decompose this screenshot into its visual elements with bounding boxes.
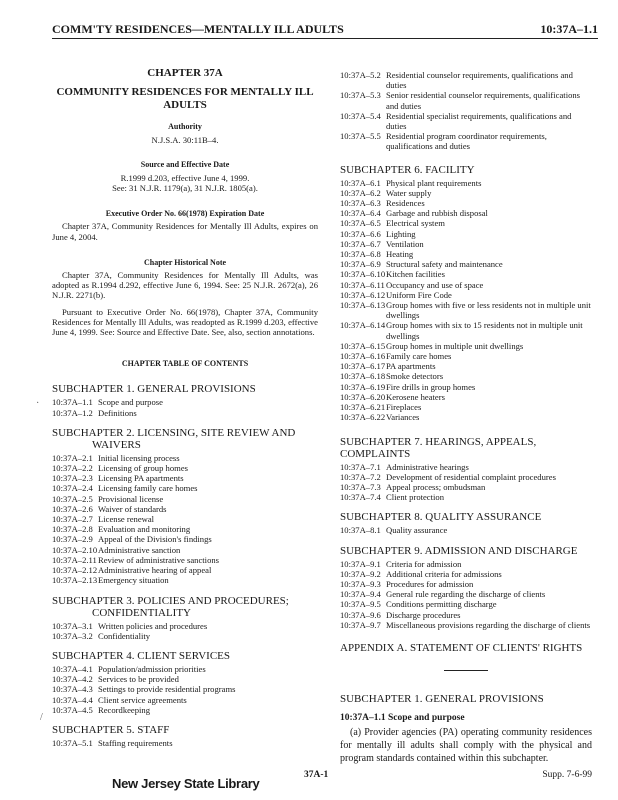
toc-entry (340, 229, 592, 239)
chapter-subtitle: COMMUNITY RESIDENCES FOR MENTALLY ILL ADULTS (56, 86, 314, 112)
toc-entry (52, 453, 318, 463)
toc-entry-title: Administrative sanction (98, 544, 181, 555)
toc-entry (52, 695, 318, 705)
toc-entry-title: Variances (386, 412, 420, 423)
toc-entry-title: Water supply (386, 187, 432, 198)
eo-heading: Executive Order No. 66(1978) Expiration Date (105, 209, 265, 219)
toc-entry (340, 178, 592, 188)
toc-entry-number: 10:37A–6.17 (340, 361, 386, 372)
toc-entry-title: General rule regarding the discharge of clients (386, 589, 546, 600)
chapter-title: CHAPTER 37A (147, 67, 223, 79)
toc-entry-number: 10:37A–7.1 (340, 461, 381, 472)
toc-entry (340, 249, 592, 259)
toc-entry-title: Client service agreements (98, 694, 187, 705)
toc-entry-title: Services to be provided (98, 674, 179, 685)
toc-entry-number: 10:37A–4.2 (52, 674, 93, 685)
toc-entry-title: Structural safety and maintenance (386, 259, 503, 270)
history-para-2: Pursuant to Executive Order No. 66(1978), Chapter 37A, Community Residences for Mentally Ill Adults, was readopted as R.1999 d.203, effective June 4, 1999. See: Source and Effective Date. See, also, section annotations. (52, 306, 318, 338)
header-title: COMM'TY RESIDENCES—MENTALLY ILL ADULTS (52, 22, 344, 36)
toc-entry-number: 10:37A–8.1 (340, 525, 381, 536)
section-paragraph: (a) Provider agencies (PA) operating community residences for mentally ill adults shall comply with the physical and program standards contained within this subchapter. (340, 727, 592, 765)
source-heading: Source and Effective Date (140, 159, 230, 169)
toc-entry-number: 10:37A–9.5 (340, 599, 381, 610)
toc-entry (52, 494, 318, 504)
toc-entry-number: 10:37A–6.1 (340, 177, 381, 188)
toc-entry-title: Population/admission priorities (98, 663, 206, 674)
toc-subchapter-8: SUBCHAPTER 8. QUALITY ASSURANCE (340, 511, 542, 524)
running-header (52, 22, 598, 39)
toc-entry-number: 10:37A–6.12 (340, 289, 386, 300)
toc-entry (340, 300, 592, 320)
toc-entry-title: Appeal process; ombudsman (386, 481, 486, 492)
toc-entry-number: 10:37A–4.3 (52, 684, 93, 695)
toc-entry-title: Residences (386, 198, 425, 209)
toc-entry-title: Group homes in multiple unit dwellings (386, 340, 524, 351)
toc-entry (340, 589, 592, 599)
toc-entry-title: Review of administrative sanctions (98, 554, 220, 565)
toc-entry (52, 664, 318, 674)
toc-entry-number: 10:37A–2.11 (52, 554, 97, 565)
toc-list-3 (52, 621, 318, 641)
toc-subchapter-1: SUBCHAPTER 1. GENERAL PROVISIONS (52, 383, 256, 396)
toc-entry-title: Garbage and rubbish disposal (386, 208, 488, 219)
toc-entry-title: Administrative hearings (386, 461, 469, 472)
toc-entry (52, 397, 318, 407)
toc-entry-number: 10:37A–5.3 (340, 90, 381, 101)
toc-entry-title: Waiver of standards (98, 503, 167, 514)
toc-entry-number: 10:37A–1.2 (52, 407, 93, 418)
toc-entry-title: Residential counselor requirements, qualifications and duties (386, 70, 573, 91)
toc-heading: CHAPTER TABLE OF CONTENTS (121, 359, 249, 369)
toc-entry-title: Provisional license (98, 493, 164, 504)
toc-subchapter-5: SUBCHAPTER 5. STAFF (52, 723, 170, 736)
margin-mark: / (40, 712, 43, 723)
toc-entry (340, 579, 592, 589)
section-divider (444, 670, 488, 671)
page-number: 37A-1 (304, 770, 329, 780)
toc-entry-number: 10:37A–5.4 (340, 110, 381, 121)
toc-entry (52, 504, 318, 514)
toc-entry-number: 10:37A–2.5 (52, 493, 93, 504)
library-stamp: New Jersey State Library (112, 776, 260, 791)
toc-entry-title: Quality assurance (386, 525, 448, 536)
toc-entry-title: Group homes with six to 15 residents not in multiple unit dwellings (386, 320, 583, 341)
toc-subchapter-7: SUBCHAPTER 7. HEARINGS, APPEALS, COMPLAINTS (340, 435, 537, 460)
toc-entry-number: 10:37A–6.13 (340, 300, 386, 311)
toc-entry-number: 10:37A–4.5 (52, 704, 93, 715)
toc-entry-title: Procedures for admission (386, 578, 474, 589)
toc-entry-number: 10:37A–2.7 (52, 514, 93, 525)
history-heading: Chapter Historical Note (143, 257, 227, 267)
toc-entry-number: 10:37A–4.1 (52, 663, 93, 674)
supplement-date: Supp. 7-6-99 (542, 770, 592, 780)
toc-entry-number: 10:37A–6.11 (340, 279, 385, 290)
toc-entry-number: 10:37A–6.16 (340, 351, 386, 362)
toc-entry-title: Confidentiality (98, 630, 151, 641)
toc-entry-number: 10:37A–6.8 (340, 249, 381, 260)
toc-entry-title: Heating (386, 249, 414, 260)
toc-entry-title: Conditions permitting discharge (386, 599, 497, 610)
toc-entry-number: 10:37A–3.1 (52, 620, 93, 631)
toc-entry (340, 188, 592, 198)
toc-list-4 (52, 664, 318, 715)
toc-entry (340, 472, 592, 482)
toc-entry-number: 10:37A–6.4 (340, 208, 381, 219)
toc-entry (52, 684, 318, 694)
toc-entry (52, 473, 318, 483)
toc-entry-title: Client protection (386, 492, 444, 503)
toc-list-5a (52, 738, 318, 748)
toc-entry-number: 10:37A–6.22 (340, 412, 386, 423)
toc-entry-title: Lighting (386, 228, 416, 239)
toc-entry-number: 10:37A–2.3 (52, 473, 93, 484)
toc-entry-number: 10:37A–9.3 (340, 578, 381, 589)
toc-entry-title: Residential program coordinator requirements, qualifications and duties (386, 131, 547, 152)
toc-entry-title: Smoke detectors (386, 371, 444, 382)
toc-appendix: APPENDIX A. STATEMENT OF CLIENTS' RIGHTS (340, 641, 583, 654)
toc-entry-title: Criteria for admission (386, 558, 462, 569)
toc-entry (340, 525, 592, 535)
toc-entry (340, 492, 592, 502)
toc-list-5b (340, 70, 592, 152)
toc-entry (52, 621, 318, 631)
toc-entry-title: Licensing of group homes (98, 463, 188, 474)
toc-entry (52, 631, 318, 641)
toc-entry (52, 463, 318, 473)
toc-entry (340, 620, 592, 630)
left-column (52, 62, 318, 748)
toc-entry-title: Settings to provide residential programs (98, 684, 236, 695)
toc-subchapter-2-line-2: WAIVERS (92, 438, 141, 451)
toc-entry-number: 10:37A–5.5 (340, 131, 381, 142)
toc-entry (340, 599, 592, 609)
toc-entry (340, 392, 592, 402)
authority-text: N.J.S.A. 30:11B–4. (151, 135, 219, 146)
toc-entry (52, 483, 318, 493)
toc-list-2 (52, 453, 318, 586)
toc-entry-number: 10:37A–5.1 (52, 737, 93, 748)
toc-subchapter-3-line-1: SUBCHAPTER 3. POLICIES AND PROCEDURES; (52, 594, 289, 607)
toc-entry (52, 705, 318, 715)
toc-entry-title: Licensing PA apartments (98, 473, 184, 484)
toc-entry-title: Administrative hearing of appeal (98, 565, 212, 576)
header-section-number: 10:37A–1.1 (540, 22, 598, 36)
toc-entry (340, 269, 592, 279)
toc-entry-number: 10:37A–7.4 (340, 492, 381, 503)
toc-entry-title: Occupancy and use of space (386, 279, 484, 290)
source-line-2: See: 31 N.J.R. 1179(a), 31 N.J.R. 1805(a). (112, 183, 258, 194)
toc-entry-title: Written policies and procedures (98, 620, 208, 631)
toc-entry (340, 131, 592, 151)
toc-entry (340, 351, 592, 361)
toc-list-7 (340, 462, 592, 503)
toc-entry-number: 10:37A–9.1 (340, 558, 381, 569)
body-subchapter-heading: SUBCHAPTER 1. GENERAL PROVISIONS (340, 692, 544, 705)
toc-entry-number: 10:37A–3.2 (52, 630, 93, 641)
section-heading: 10:37A–1.1 Scope and purpose (340, 712, 465, 723)
toc-entry-title: Recordkeeping (98, 704, 151, 715)
toc-entry (340, 280, 592, 290)
toc-entry-number: 10:37A–6.15 (340, 340, 386, 351)
toc-subchapter-2 (52, 427, 318, 451)
toc-list-1 (52, 397, 318, 417)
toc-entry (340, 341, 592, 351)
toc-entry (340, 569, 592, 579)
toc-entry-number: 10:37A–2.2 (52, 463, 93, 474)
toc-entry-title: Electrical system (386, 218, 445, 229)
toc-entry-number: 10:37A–2.10 (52, 544, 98, 555)
toc-entry-number: 10:37A–9.7 (340, 619, 381, 630)
toc-entry (340, 208, 592, 218)
toc-subchapter-4: SUBCHAPTER 4. CLIENT SERVICES (52, 649, 230, 662)
toc-entry-number: 10:37A–5.2 (340, 70, 381, 80)
source-line-1: R.1999 d.203, effective June 4, 1999. (120, 172, 250, 183)
toc-entry-number: 10:37A–1.1 (52, 397, 93, 408)
toc-entry-number: 10:37A–6.14 (340, 320, 386, 331)
right-column (340, 70, 592, 765)
toc-entry (340, 402, 592, 412)
toc-entry-title: Fireplaces (386, 402, 422, 413)
toc-entry-title: Discharge procedures (386, 609, 461, 620)
toc-subchapter-9: SUBCHAPTER 9. ADMISSION AND DISCHARGE (340, 544, 578, 557)
toc-entry (340, 198, 592, 208)
toc-entry-title: Family care homes (386, 351, 452, 362)
history-para-1: Chapter 37A, Community Residences for Mentally Ill Adults, was adopted as R.1994 d.292, effective June 6, 1994. See: 25 N.J.R. 2672(a), 26 N.J.R. 2271(b). (52, 270, 318, 301)
toc-entry (340, 70, 592, 90)
toc-entry-title: Miscellaneous provisions regarding the discharge of clients (386, 619, 591, 630)
toc-entry-number: 10:37A–6.10 (340, 269, 386, 280)
toc-entry (340, 90, 592, 110)
toc-entry-title: Development of residential complaint procedures (386, 471, 556, 482)
toc-entry-number: 10:37A–6.21 (340, 402, 386, 413)
toc-entry-title: Initial licensing process (98, 452, 180, 463)
toc-subchapter-2-line-1: SUBCHAPTER 2. LICENSING, SITE REVIEW AND (52, 426, 296, 439)
toc-entry-title: Residential specialist requirements, qualifications and duties (386, 110, 572, 132)
toc-entry (340, 559, 592, 569)
toc-entry (340, 482, 592, 492)
toc-entry-number: 10:37A–6.2 (340, 187, 381, 198)
toc-entry (340, 412, 592, 422)
toc-entry-number: 10:37A–6.20 (340, 391, 386, 402)
toc-entry (52, 545, 318, 555)
toc-entry-number: 10:37A–7.3 (340, 481, 381, 492)
toc-entry (340, 462, 592, 472)
toc-entry-number: 10:37A–6.5 (340, 218, 381, 229)
toc-entry (52, 408, 318, 418)
toc-entry-title: License renewal (98, 514, 155, 525)
toc-list-6 (340, 178, 592, 423)
toc-entry-number: 10:37A–4.4 (52, 694, 93, 705)
toc-entry (52, 565, 318, 575)
toc-entry-title: PA apartments (386, 361, 436, 372)
toc-entry (52, 575, 318, 585)
toc-list-9 (340, 559, 592, 630)
authority-heading: Authority (168, 122, 202, 132)
toc-entry-number: 10:37A–2.4 (52, 483, 93, 494)
toc-entry-number: 10:37A–6.19 (340, 381, 386, 392)
toc-entry-title: Emergency situation (98, 575, 169, 586)
toc-entry-number: 10:37A–6.9 (340, 259, 381, 270)
toc-list-8 (340, 525, 592, 535)
toc-entry (340, 371, 592, 381)
toc-entry-number: 10:37A–2.12 (52, 565, 98, 576)
toc-entry-title: Additional criteria for admissions (386, 568, 502, 579)
toc-entry-title: Physical plant requirements (386, 177, 482, 188)
toc-entry-number: 10:37A–6.3 (340, 198, 381, 209)
toc-entry-number: 10:37A–2.8 (52, 524, 93, 535)
toc-entry (52, 674, 318, 684)
toc-entry (52, 555, 318, 565)
margin-mark: · (36, 398, 40, 409)
toc-subchapter-3 (52, 595, 318, 619)
toc-entry (340, 320, 592, 340)
toc-entry (340, 610, 592, 620)
toc-entry (340, 290, 592, 300)
toc-subchapter-3-line-2: CONFIDENTIALITY (92, 606, 191, 619)
toc-entry-number: 10:37A–6.18 (340, 371, 386, 382)
toc-entry-title: Group homes with five or less residents not in multiple unit dwellings (386, 300, 591, 321)
toc-entry-title: Kitchen facilities (386, 269, 445, 280)
toc-subchapter-6: SUBCHAPTER 6. FACILITY (340, 163, 475, 176)
toc-entry-title: Senior residential counselor requirements, qualifications and duties (386, 90, 581, 111)
toc-entry-number: 10:37A–2.1 (52, 452, 93, 463)
toc-entry-title: Definitions (98, 407, 137, 418)
toc-entry-title: Fire drills in group homes (386, 381, 476, 392)
toc-entry-title: Staffing requirements (98, 737, 173, 748)
toc-entry-number: 10:37A–9.2 (340, 568, 381, 579)
toc-entry-number: 10:37A–6.7 (340, 238, 381, 249)
toc-entry (340, 218, 592, 228)
toc-entry-number: 10:37A–2.9 (52, 534, 93, 545)
toc-entry (340, 361, 592, 371)
toc-entry-number: 10:37A–9.6 (340, 609, 381, 620)
toc-entry (340, 382, 592, 392)
toc-entry-number: 10:37A–2.13 (52, 575, 98, 586)
toc-entry (52, 524, 318, 534)
toc-entry-number: 10:37A–9.4 (340, 589, 381, 600)
toc-entry-title: Scope and purpose (98, 397, 163, 408)
toc-entry (340, 239, 592, 249)
toc-entry (52, 514, 318, 524)
toc-entry-title: Kerosene heaters (386, 391, 445, 402)
toc-entry-title: Ventilation (386, 238, 424, 249)
toc-entry (52, 534, 318, 544)
toc-entry-title: Appeal of the Division's findings (98, 534, 212, 545)
toc-entry (340, 259, 592, 269)
toc-entry-title: Uniform Fire Code (386, 289, 452, 300)
toc-entry-number: 10:37A–6.6 (340, 228, 381, 239)
toc-entry-title: Evaluation and monitoring (98, 524, 191, 535)
toc-entry-title: Licensing family care homes (98, 483, 198, 494)
toc-entry-number: 10:37A–7.2 (340, 471, 381, 482)
toc-entry (52, 738, 318, 748)
toc-entry-number: 10:37A–2.6 (52, 503, 93, 514)
toc-entry (340, 111, 592, 131)
eo-text: Chapter 37A, Community Residences for Mentally Ill Adults, expires on June 4, 2004. (52, 221, 318, 242)
